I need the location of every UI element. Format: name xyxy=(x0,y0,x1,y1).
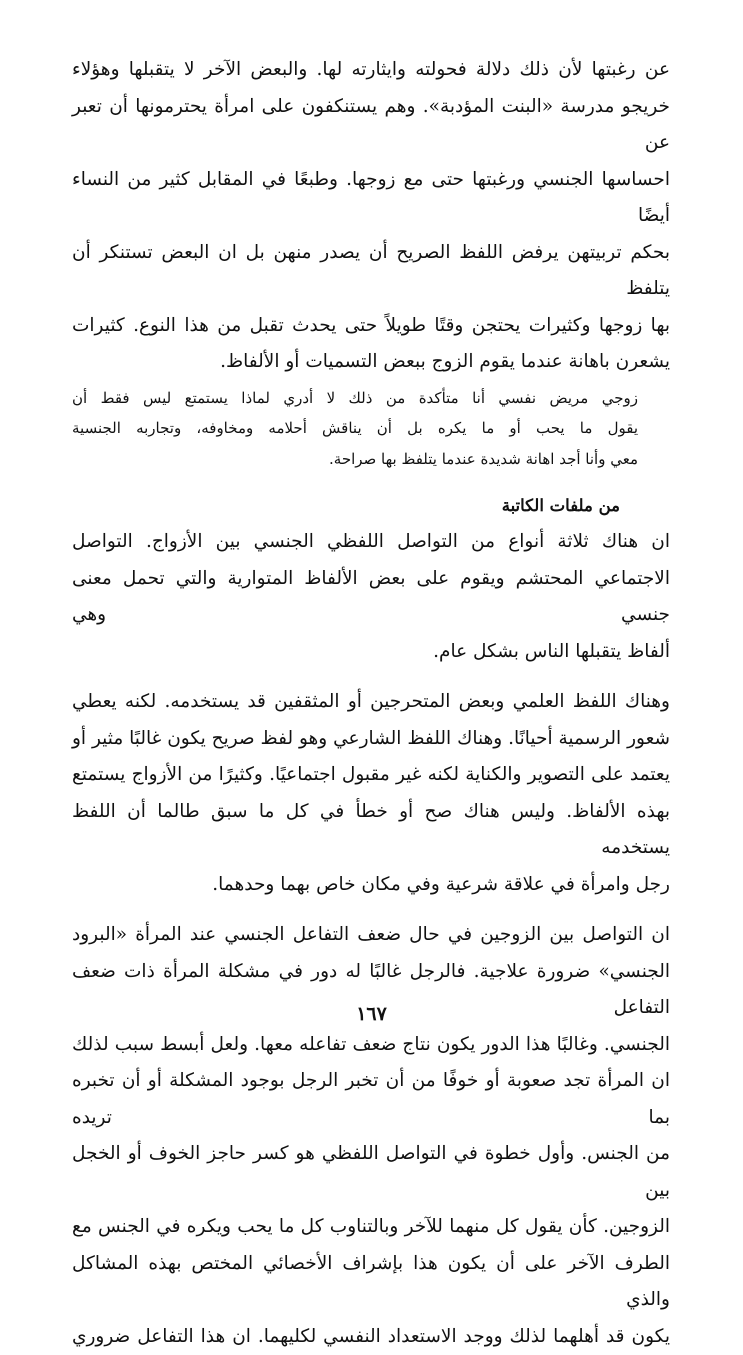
text-line: الجنسي» ضرورة علاجية. فالرجل غالبًا له دور في مشكلة المرأة ذات ضعف التفاعل xyxy=(72,954,670,1027)
text-line: خريجو مدرسة «البنت المؤدبة». وهم يستنكفون على امرأة يحترمونها أن تعبر عن xyxy=(72,89,670,162)
text-line: الطرف الآخر على أن يكون هذا بإشراف الأخصائي المختص بهذه المشاكل والذي xyxy=(72,1246,670,1319)
paragraph-2 xyxy=(72,684,670,903)
page-number: ١٦٧ xyxy=(0,1003,743,1025)
intro-paragraph xyxy=(72,52,670,381)
text-line: يكون قد أهلهما لذلك ووجد الاستعداد النفسي لكليهما. ان هذا التفاعل ضروري xyxy=(72,1319,670,1355)
text-line: ان التواصل بين الزوجين في حال ضعف التفاعل الجنسي عند المرأة «البرود xyxy=(72,917,670,954)
text-line: وهناك اللفظ العلمي وبعض المتحرجين أو المثقفين قد يستخدمه. لكنه يعطي xyxy=(72,684,670,721)
text-line: الاجتماعي المحتشم ويقوم على بعض الألفاظ المتوارية والتي تحمل معنى جنسي وهي xyxy=(72,561,670,634)
paragraph-3 xyxy=(72,917,670,1355)
text-line: عن رغبتها لأن ذلك دلالة فحولته وايثارته لها. والبعض الآخر لا يتقبلها وهؤلاء xyxy=(72,52,670,89)
section-heading: من ملفات الكاتبة xyxy=(72,488,620,524)
text-line: بها زوجها وكثيرات يحتجن وقتًا طويلاً حتى يحدث تقبل من هذا النوع. كثيرات xyxy=(72,308,670,345)
text-line: ان المرأة تجد صعوبة أو خوفًا من أن تخبر الرجل بوجود المشكلة أو أن تخبره بما تريده xyxy=(72,1063,670,1136)
text-line: بهذه الألفاظ. وليس هناك صح أو خطأ في كل ما سبق طالما أن اللفظ يستخدمه xyxy=(72,794,670,867)
quote-block xyxy=(72,383,638,475)
text-line: يشعرن باهانة عندما يقوم الزوج ببعض التسميات أو الألفاظ. xyxy=(72,344,670,381)
text-line: الجنسي. وغالبًا هذا الدور يكون نتاج ضعف تفاعله معها. ولعل أبسط سبب لذلك xyxy=(72,1027,670,1064)
text-line: ان هناك ثلاثة أنواع من التواصل اللفظي الجنسي بين الأزواج. التواصل xyxy=(72,524,670,561)
quote-line: معي وأنا أجد اهانة شديدة عندما يتلفظ بها صراحة. xyxy=(72,444,638,475)
paragraph-gap xyxy=(72,670,670,684)
quote-line: يقول ما يحب أو ما يكره بل أن يناقش أحلامه ومخاوفه، وتجاربه الجنسية xyxy=(72,413,638,444)
text-line: الزوجين. كأن يقول كل منهما للآخر وبالتناوب كل ما يحب ويكره في الجنس مع xyxy=(72,1209,670,1246)
text-line: ألفاظ يتقبلها الناس بشكل عام. xyxy=(72,634,670,671)
paragraph-1 xyxy=(72,524,670,670)
text-line: بحكم تربيتهن يرفض اللفظ الصريح أن يصدر منهن بل ان البعض تستنكر أن يتلفظ xyxy=(72,235,670,308)
text-line: من الجنس. وأول خطوة في التواصل اللفظي هو كسر حاجز الخوف أو الخجل بين xyxy=(72,1136,670,1209)
text-line: احساسها الجنسي ورغبتها حتى مع زوجها. وطبعًا في المقابل كثير من النساء أيضًا xyxy=(72,162,670,235)
quote-line: زوجي مريض نفسي أنا متأكدة من ذلك لا أدري لماذا يستمتع ليس فقط أن xyxy=(72,383,638,414)
text-line: يعتمد على التصوير والكناية لكنه غير مقبول اجتماعيًا. وكثيرًا من الأزواج يستمتع xyxy=(72,757,670,794)
text-line: شعور الرسمية أحيانًا. وهناك اللفظ الشارعي وهو لفظ صريح يكون غالبًا مثير أو xyxy=(72,721,670,758)
text-line: رجل وامرأة في علاقة شرعية وفي مكان خاص بهما وحدهما. xyxy=(72,867,670,904)
paragraph-gap xyxy=(72,903,670,917)
document-page xyxy=(72,52,670,1355)
